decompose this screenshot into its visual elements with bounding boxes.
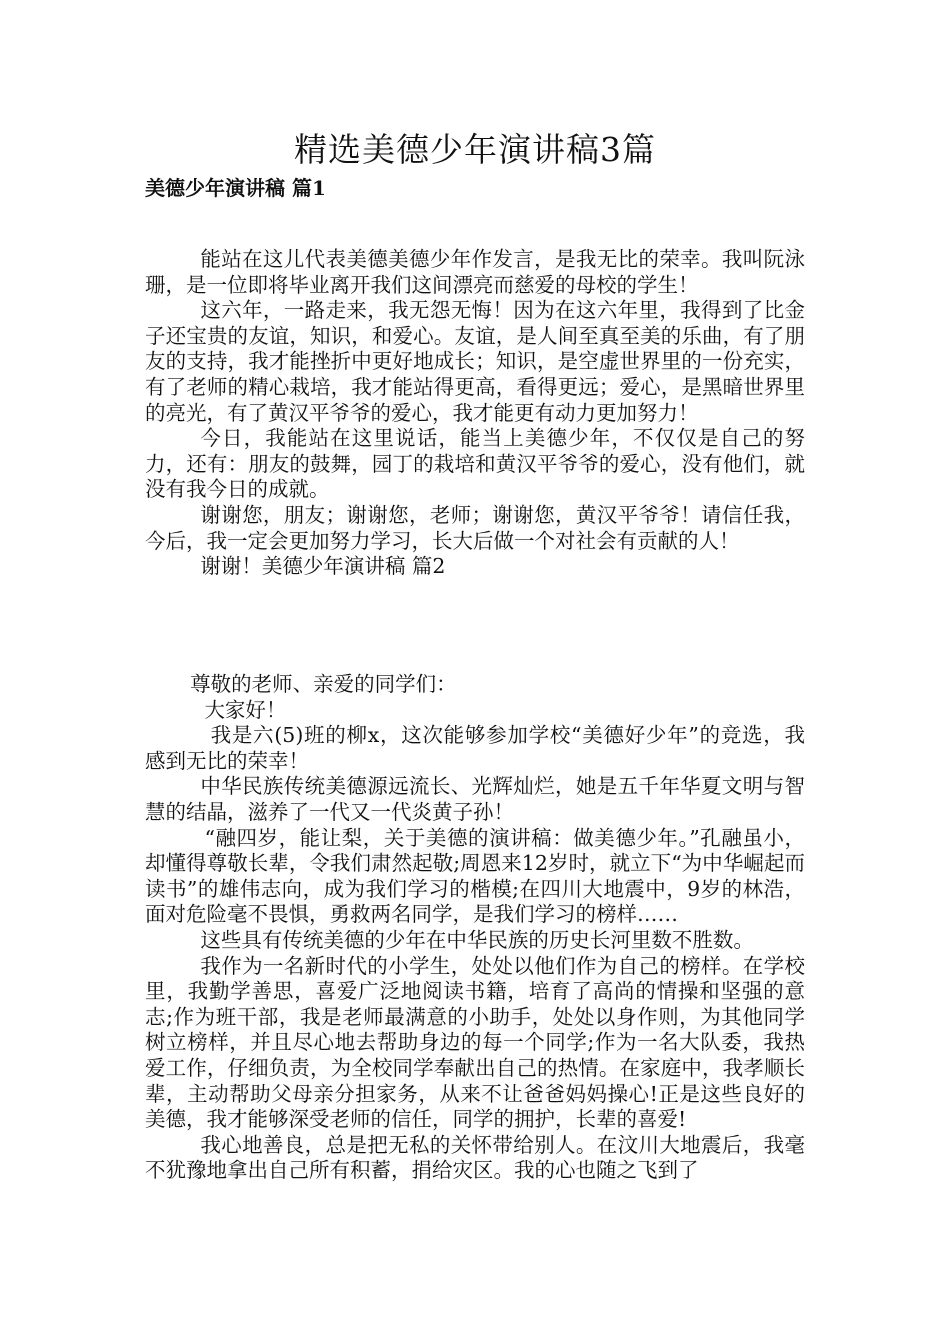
section-heading-1: 美德少年演讲稿 篇1 [145, 176, 326, 200]
greeting: 大家好！ [204, 697, 287, 722]
paragraph: 谢谢！美德少年演讲稿 篇2 [200, 554, 446, 579]
paragraph: 我是六(5)班的柳x，这次能够参加学校“美德好少年”的竞选，我感到无比的荣幸！ [145, 723, 805, 773]
paragraph: 能站在这儿代表美德美德少年作发言，是我无比的荣幸。我叫阮泳珊，是一位即将毕业离开我们这间漂亮而慈爱的母校的学生！ [145, 247, 805, 297]
section-1-body [145, 247, 805, 580]
paragraph: “融四岁，能让梨，关于美德的演讲稿：做美德少年。”孔融虽小，却懂得尊敬长辈，令我们肃然起敬;周恩来12岁时，就立下“为中华崛起而读书”的雄伟志向，成为我们学习的楷模;在四川大地震中，9岁的林浩，面对危险毫不畏惧，勇救两名同学，是我们学习的榜样…… [145, 825, 805, 927]
paragraph: 我心地善良，总是把无私的关怀带给别人。在汶川大地震后，我毫不犹豫地拿出自己所有积蓄，捐给灾区。我的心也随之飞到了 [145, 1132, 805, 1183]
paragraph: 这六年，一路走来，我无怨无悔！因为在这六年里，我得到了比金子还宝贵的友谊，知识，和爱心。友谊，是人间至真至美的乐曲，有了朋友的支持，我才能挫折中更好地成长；知识，是空虚世界里的一份充实，有了老师的精心栽培，我才能站得更高，看得更远；爱心，是黑暗世界里的亮光，有了黄汉平爷爷的爱心，我才能更有动力更加努力！ [145, 298, 805, 425]
document-title: 精选美德少年演讲稿3篇 [294, 130, 656, 169]
section-2-body [145, 672, 805, 1184]
paragraph: 谢谢您，朋友；谢谢您，老师；谢谢您，黄汉平爷爷！请信任我，今后，我一定会更加努力学习，长大后做一个对社会有贡献的人！ [145, 502, 805, 553]
paragraph: 中华民族传统美德源远流长、光辉灿烂，她是五千年华夏文明与智慧的结晶，滋养了一代又一代炎黄子孙！ [145, 774, 805, 824]
paragraph: 我作为一名新时代的小学生，处处以他们作为自己的榜样。在学校里，我勤学善思，喜爱广泛地阅读书籍，培育了高尚的情操和坚强的意志;作为班干部，我是老师最满意的小助手，处处以身作则，为其他同学树立榜样，并且尽心地去帮助身边的每一个同学;作为一名大队委，我热爱工作，仔细负责，为全校同学奉献出自己的热情。在家庭中，我孝顺长辈，主动帮助父母亲分担家务，从来不让爸爸妈妈操心!正是这些良好的美德，我才能够深受老师的信任，同学的拥护，长辈的喜爱! [145, 953, 805, 1132]
paragraph: 今日，我能站在这里说话，能当上美德少年，不仅仅是自己的努力，还有：朋友的鼓舞，园丁的栽培和黄汉平爷爷的爱心，没有他们，就没有我今日的成就。 [145, 426, 805, 502]
paragraph: 这些具有传统美德的少年在中华民族的历史长河里数不胜数。 [200, 927, 754, 952]
salutation: 尊敬的老师、亲爱的同学们： [190, 672, 457, 696]
